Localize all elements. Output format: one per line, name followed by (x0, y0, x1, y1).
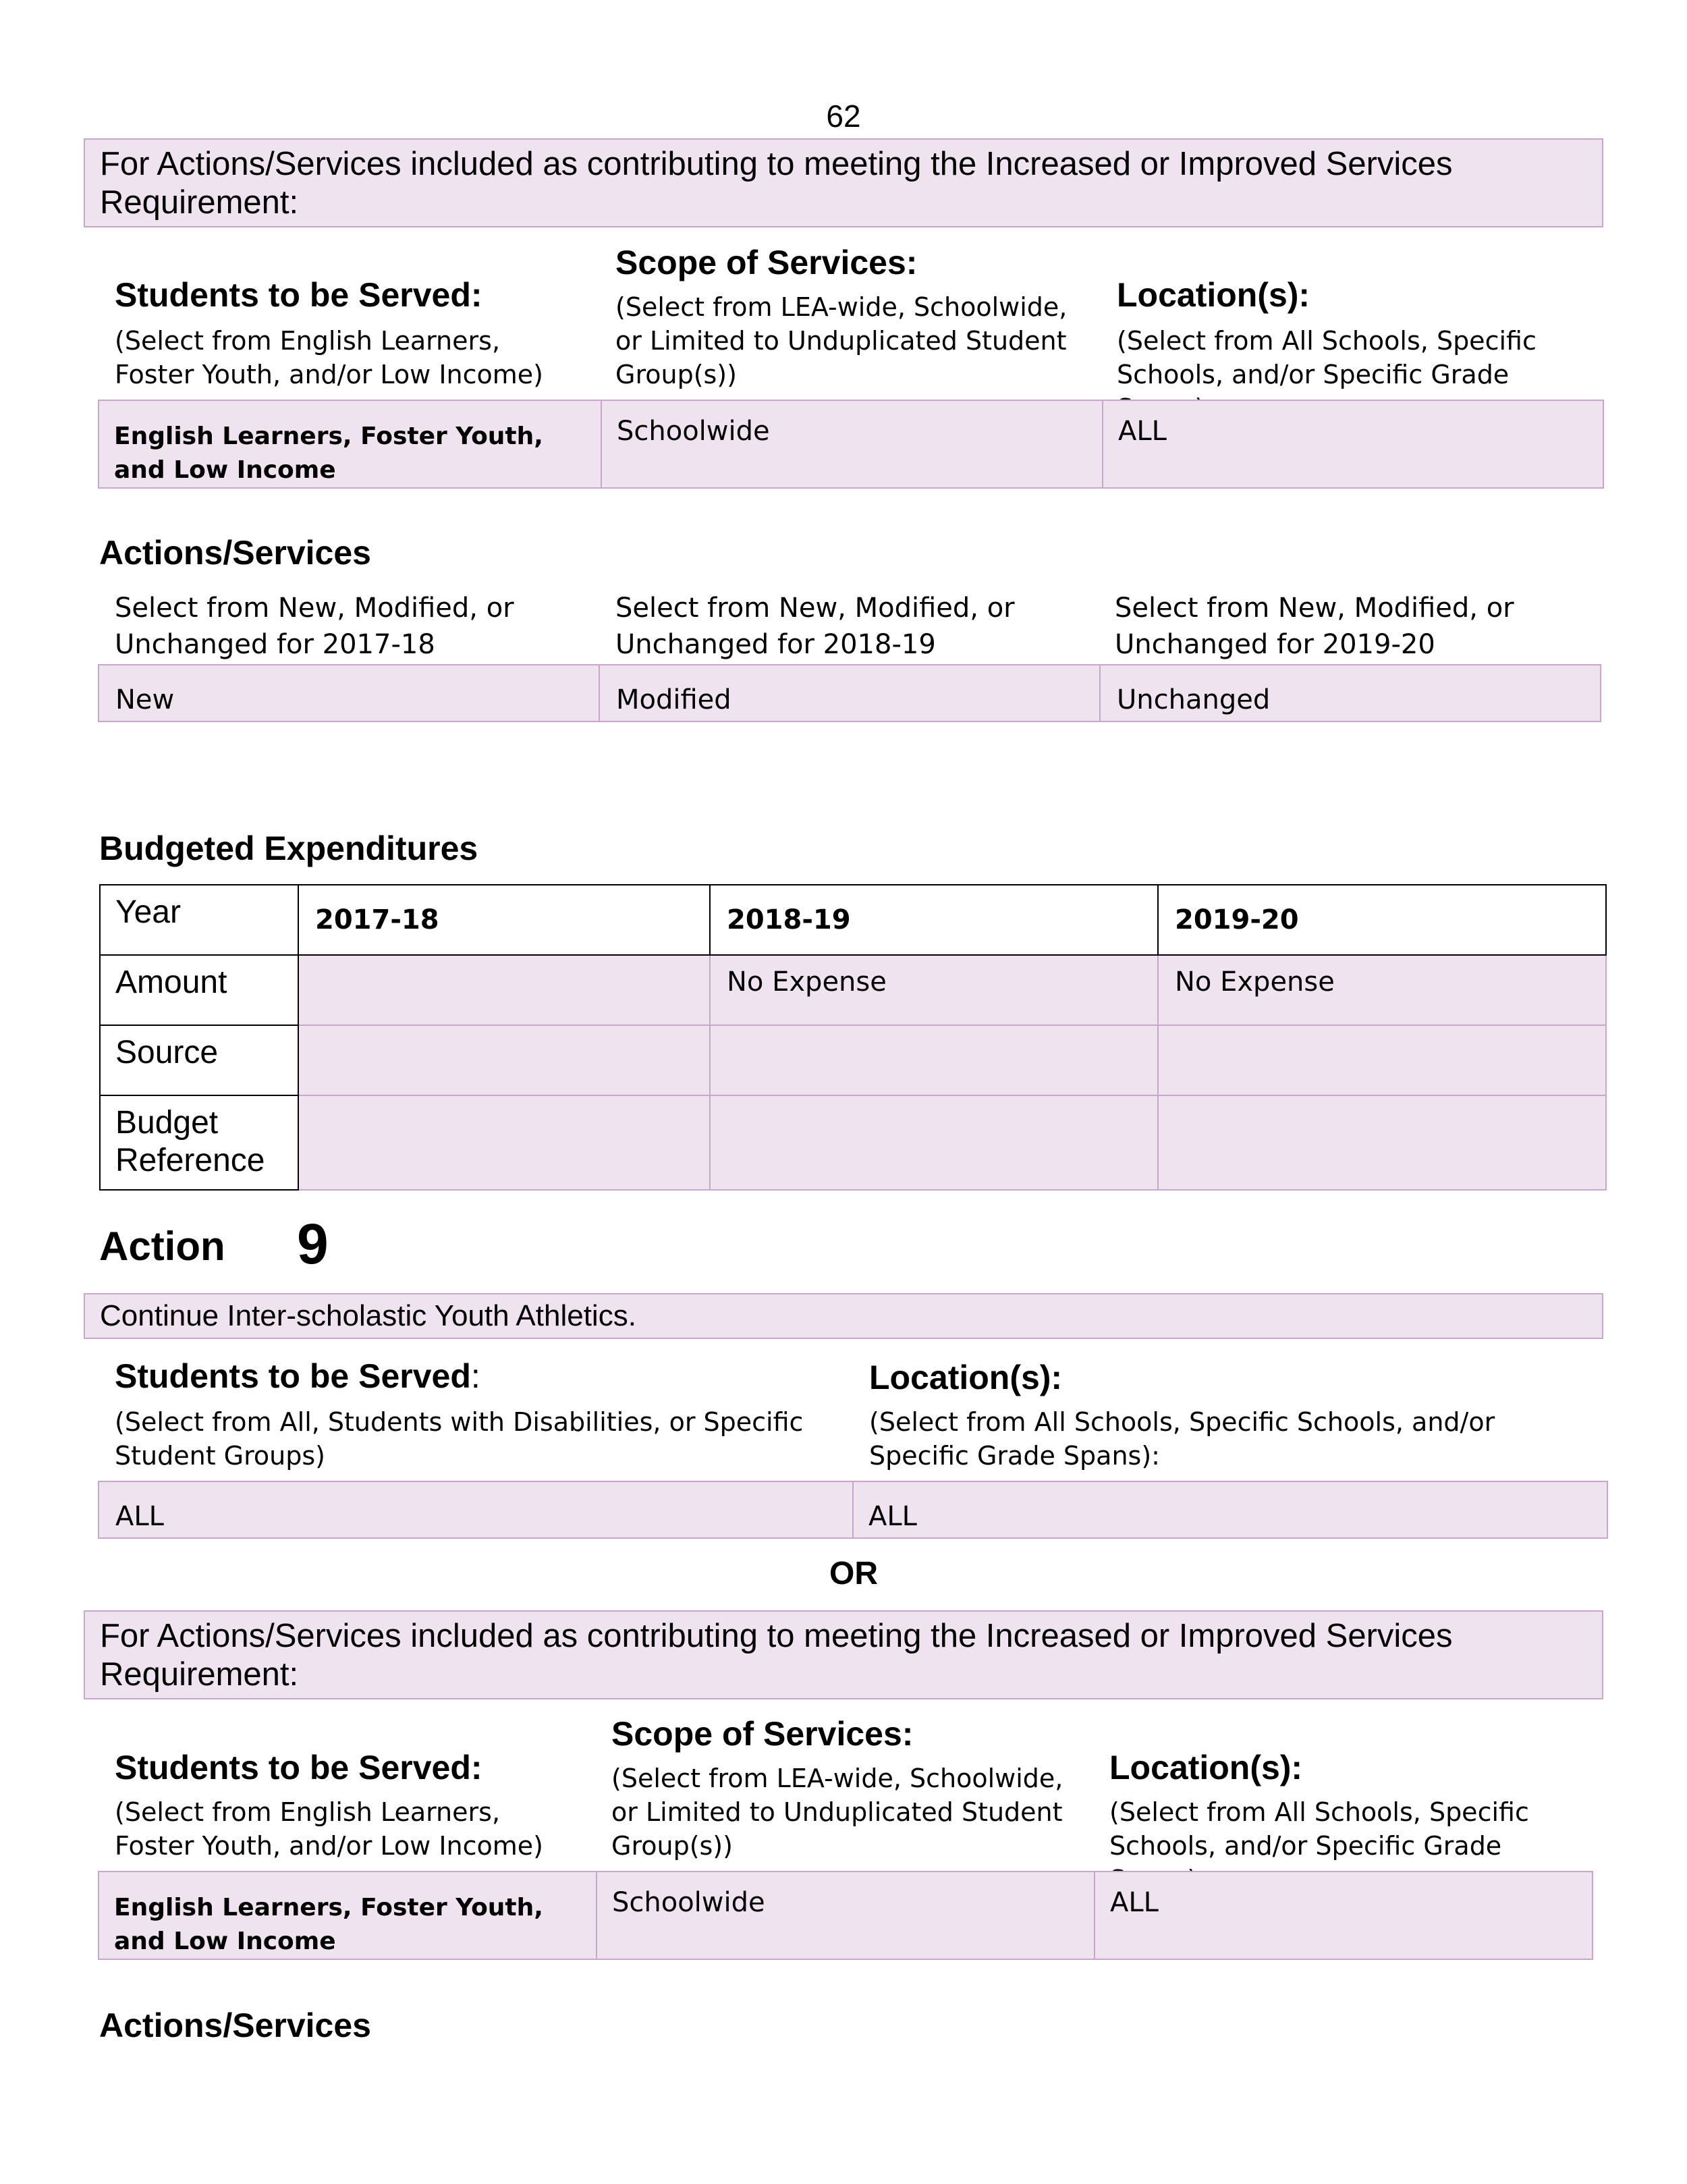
status-2019: Unchanged (1117, 684, 1271, 715)
actions-services-heading: Actions/Services (99, 534, 371, 572)
scope-heading-2: Scope of Services: (611, 1715, 914, 1753)
amount-2018: No Expense (727, 966, 887, 998)
page-number: 62 (826, 99, 861, 134)
location-heading-2: Location(s): (1109, 1749, 1303, 1786)
source-2019-cell (1158, 1025, 1606, 1095)
scope-value: Schoolwide (617, 416, 770, 447)
scope-value-2: Schoolwide (612, 1887, 765, 1918)
location-hint-2: (Select from All Schools, Specific Schools, and/or Specific Grade (1109, 1797, 1529, 1861)
source-2017-cell (298, 1025, 710, 1095)
amount-2019: No Expense (1175, 966, 1335, 998)
action9-students-heading (115, 1357, 480, 1396)
increased-services-banner: For Actions/Services included as contributing to meeting the Increased or Improved Services Requirement: (84, 138, 1603, 227)
year-2018: 2018-19 (727, 904, 851, 935)
action-number: 9 (297, 1212, 329, 1276)
year-2017: 2017-18 (315, 904, 439, 935)
action-description: Continue Inter-scholastic Youth Athletics. (84, 1293, 1603, 1339)
amount-2017-cell (298, 955, 710, 1025)
status-label-2017: Select from New, Modified, or Unchanged for 2017-18 (115, 593, 514, 660)
action9-students-cell (99, 1481, 853, 1538)
action9-location-value: ALL (868, 1501, 917, 1532)
students-scope-location-table-2 (98, 1871, 1593, 1960)
action9-students-value: ALL (115, 1501, 164, 1532)
location-hint: (Select from All Schools, Specific Schools, and/or Specific Grade (1117, 326, 1537, 389)
action9-location-heading: Location(s): (869, 1359, 1063, 1396)
status-2017-cell (99, 665, 599, 721)
action9-students-hint: (Select from All, Students with Disabilities, or Specific Student Groups) (115, 1407, 804, 1471)
students-value-2: English Learners, Foster Youth, and Low Income (114, 1894, 543, 1955)
amount-2019-cell (1158, 955, 1606, 1025)
budget-reference-label: Budget Reference (100, 1095, 298, 1190)
location-value-2: ALL (1110, 1887, 1159, 1918)
year-2018-cell (710, 885, 1158, 955)
ref-2019-cell (1158, 1095, 1606, 1190)
students-scope-location-table (98, 400, 1604, 489)
scope-hint-2: (Select from LEA-wide, Schoolwide, or Limited to Unduplicated Student Group(s)) (611, 1764, 1063, 1861)
amount-2018-cell (710, 955, 1158, 1025)
students-value-cell-2 (99, 1872, 597, 1959)
status-2017: New (115, 684, 175, 715)
scope-heading: Scope of Services: (615, 244, 918, 281)
status-2018: Modified (616, 684, 731, 715)
students-value: English Learners, Foster Youth, and Low Income (114, 422, 543, 484)
action9-students-colon: : (470, 1357, 480, 1395)
amount-label: Amount (100, 955, 298, 1025)
scope-hint: (Select from LEA-wide, Schoolwide, or Limited to Unduplicated Student Group(s)) (615, 292, 1068, 389)
scope-value-cell (601, 400, 1103, 488)
students-value-cell (99, 400, 601, 488)
students-heading-2: Students to be Served: (115, 1749, 482, 1786)
action9-location-cell (853, 1481, 1607, 1538)
students-hint: (Select from English Learners, Foster Youth, and/or Low Income) (115, 326, 543, 389)
students-heading: Students to be Served: (115, 276, 482, 314)
location-value-cell-2 (1095, 1872, 1593, 1959)
actions-status-table (98, 664, 1601, 722)
action9-students-heading-text: Students to be Served (115, 1357, 471, 1395)
location-value-cell (1103, 400, 1603, 488)
increased-services-banner-2: For Actions/Services included as contributing to meeting the Increased or Improved Services Requirement: (84, 1610, 1603, 1699)
scope-value-cell-2 (597, 1872, 1095, 1959)
year-label: Year (100, 885, 298, 955)
source-2018-cell (710, 1025, 1158, 1095)
budget-table (99, 884, 1607, 1191)
action9-location-hint: (Select from All Schools, Specific Schools, and/or Specific Grade Spans): (869, 1407, 1495, 1471)
location-value: ALL (1118, 416, 1167, 447)
year-2019-cell (1158, 885, 1606, 955)
status-2018-cell (599, 665, 1100, 721)
source-label: Source (100, 1025, 298, 1095)
status-label-2018: Select from New, Modified, or Unchanged for 2018-19 (615, 593, 1015, 660)
location-heading: Location(s): (1117, 276, 1310, 314)
year-2017-cell (298, 885, 710, 955)
action-label: Action (99, 1224, 225, 1269)
or-separator: OR (829, 1556, 878, 1591)
status-label-2019: Select from New, Modified, or Unchanged for 2019-20 (1115, 593, 1514, 660)
status-2019-cell (1100, 665, 1601, 721)
budget-heading: Budgeted Expenditures (99, 829, 478, 867)
action9-students-location-table (98, 1481, 1608, 1539)
ref-2017-cell (298, 1095, 710, 1190)
ref-2018-cell (710, 1095, 1158, 1190)
year-2019: 2019-20 (1175, 904, 1299, 935)
students-hint-2: (Select from English Learners, Foster Youth, and/or Low Income) (115, 1797, 543, 1861)
actions-services-heading-2: Actions/Services (99, 2006, 371, 2044)
